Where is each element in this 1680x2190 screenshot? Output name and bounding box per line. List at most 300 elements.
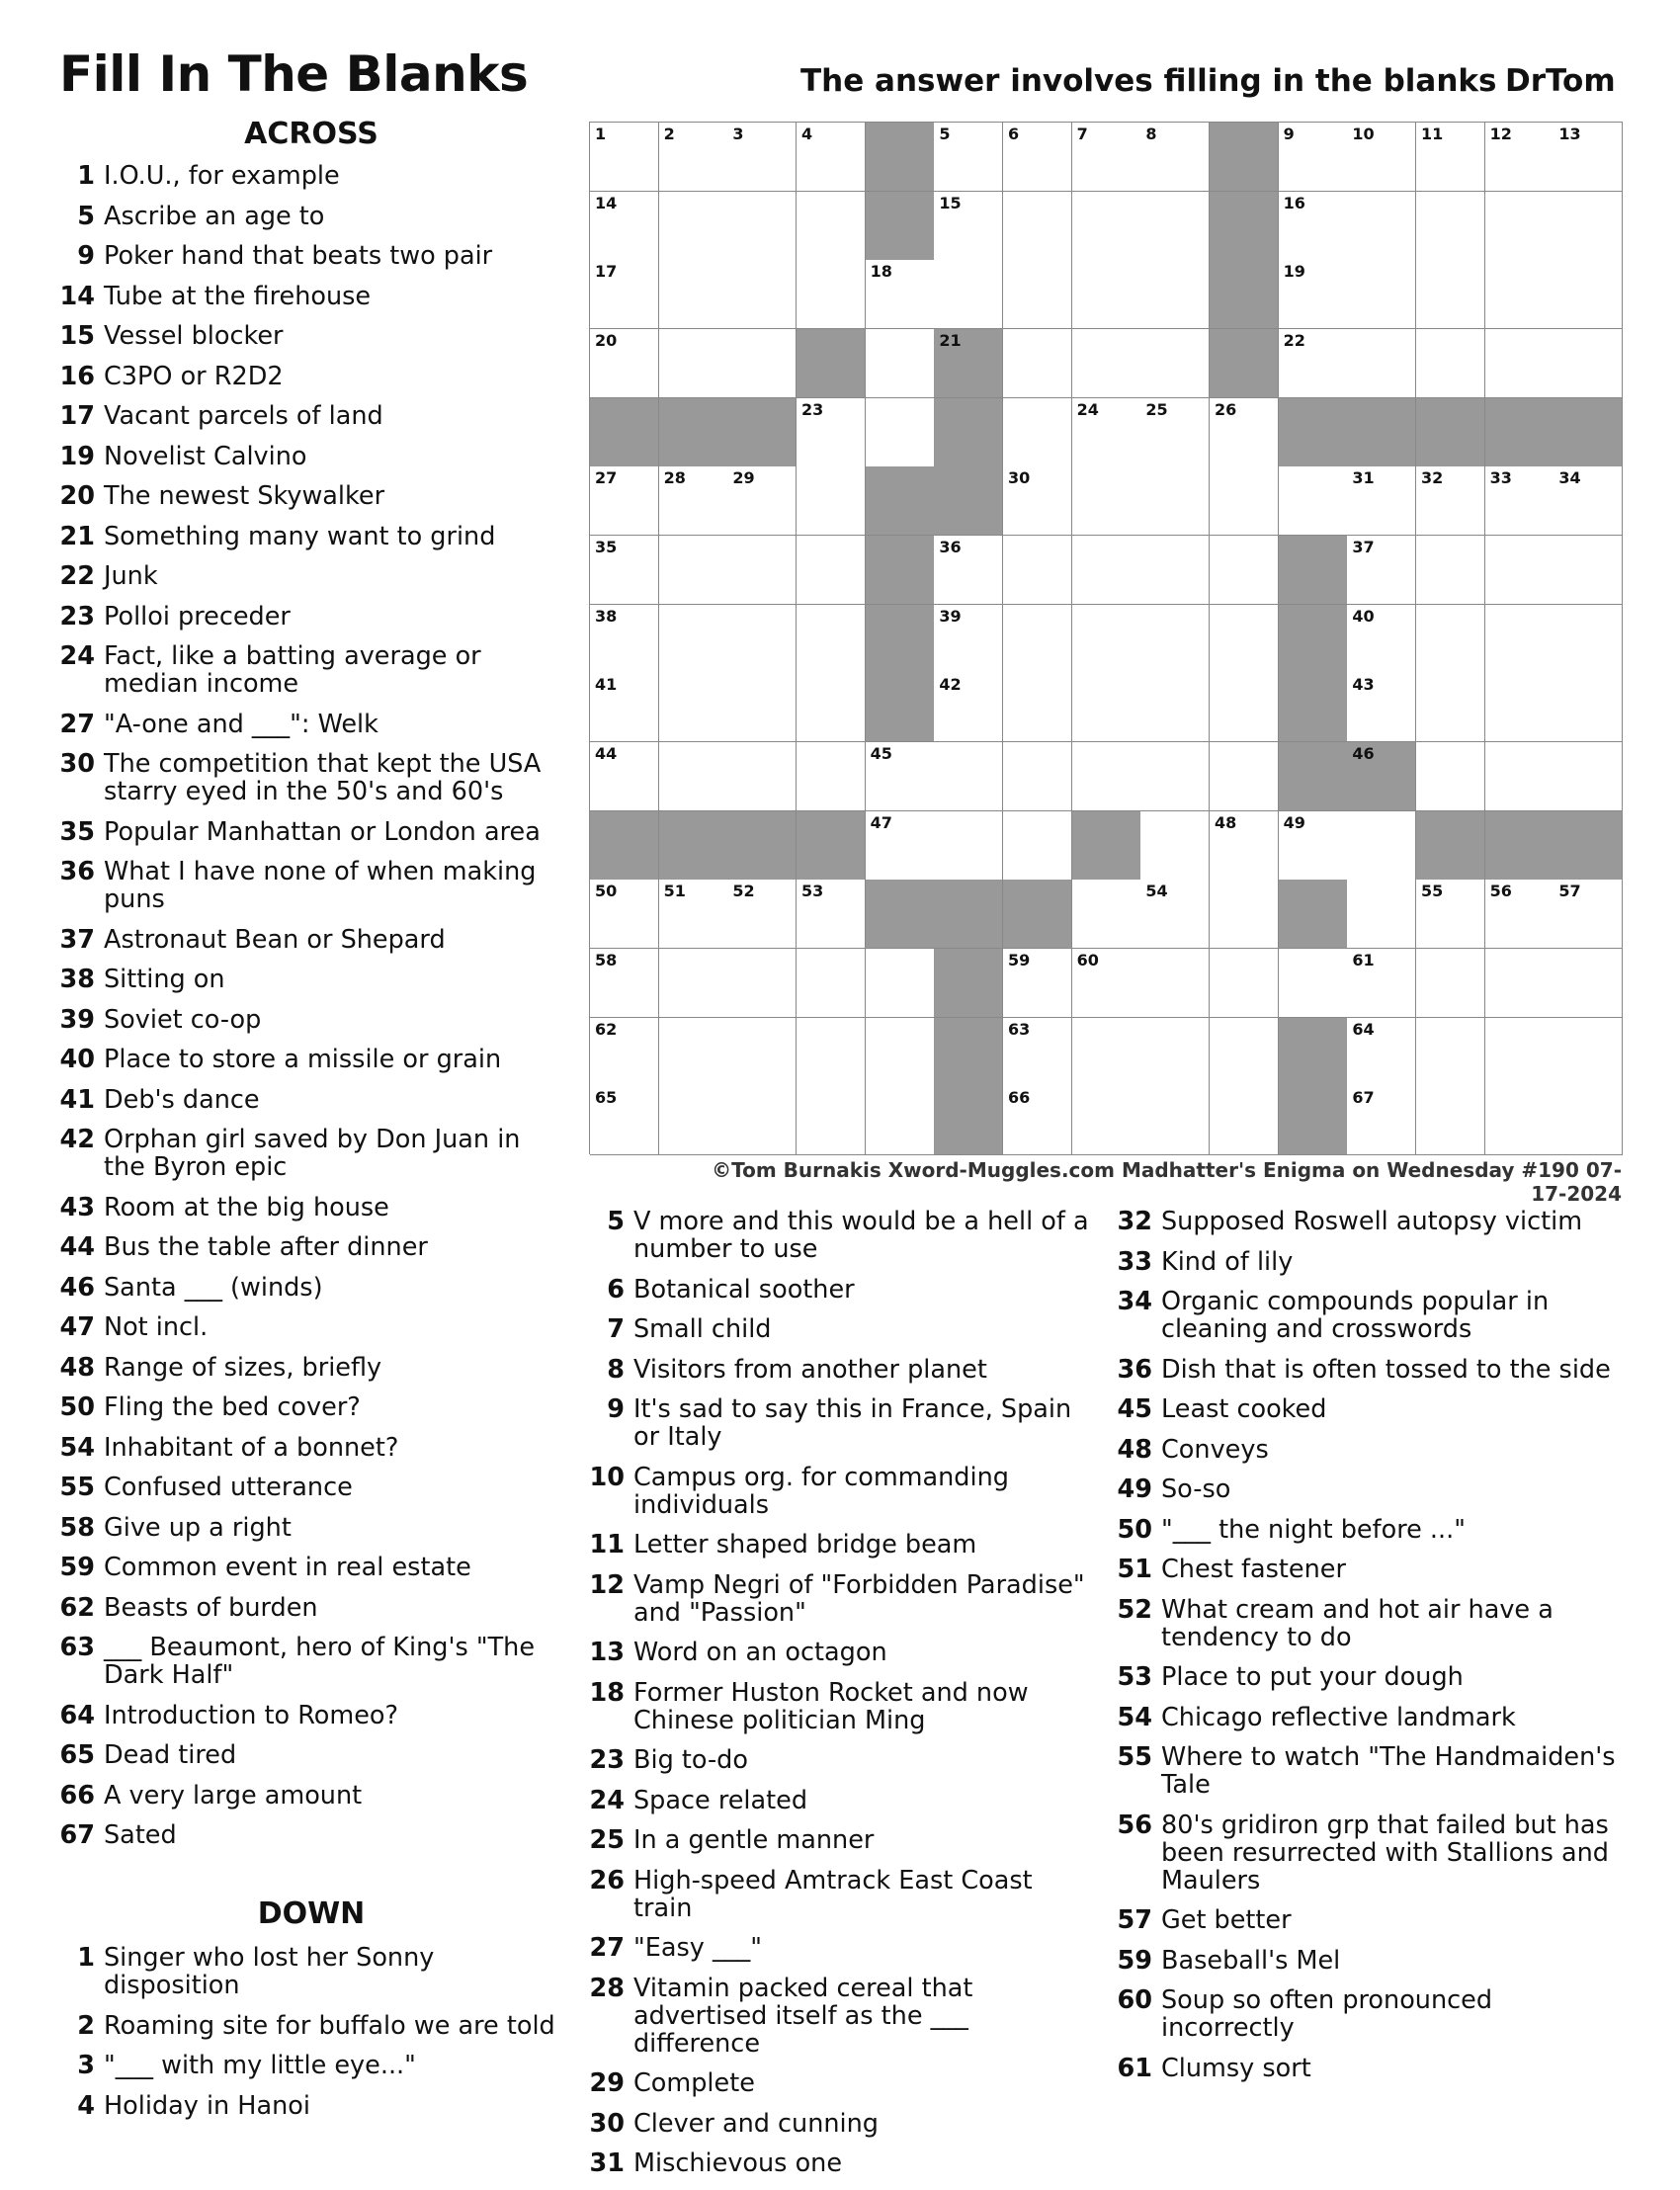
clue-text: Orphan girl saved by Don Juan in the Byron epic bbox=[104, 1125, 521, 1182]
grid-cell[interactable] bbox=[1072, 1086, 1141, 1155]
grid-cell[interactable] bbox=[1485, 466, 1554, 536]
grid-cell[interactable] bbox=[1210, 605, 1279, 674]
clue-text: Chest fastener bbox=[1161, 1555, 1346, 1584]
grid-cell[interactable] bbox=[1347, 605, 1416, 674]
clue-text: Not incl. bbox=[104, 1312, 209, 1342]
grid-cell[interactable] bbox=[797, 398, 866, 467]
grid-cell[interactable] bbox=[866, 398, 935, 467]
cell-number: 40 bbox=[1352, 606, 1375, 626]
grid-cell[interactable] bbox=[797, 673, 866, 742]
grid-cell[interactable] bbox=[797, 605, 866, 674]
grid-cell[interactable] bbox=[590, 605, 659, 674]
clue-item bbox=[1117, 1743, 1631, 1799]
grid-cell[interactable] bbox=[1485, 536, 1554, 605]
grid-cell[interactable] bbox=[1072, 466, 1141, 536]
grid-cell[interactable] bbox=[1003, 605, 1072, 674]
grid-cell[interactable] bbox=[1347, 1018, 1416, 1087]
cell-number: 30 bbox=[1008, 468, 1031, 488]
grid-cell[interactable] bbox=[1554, 123, 1623, 192]
across-clue-list bbox=[59, 162, 568, 1862]
grid-cell[interactable] bbox=[1210, 811, 1279, 881]
cell-number: 64 bbox=[1352, 1019, 1375, 1039]
grid-cell[interactable] bbox=[590, 192, 659, 261]
grid-cell[interactable] bbox=[1347, 466, 1416, 536]
grid-block-cell bbox=[934, 398, 1003, 467]
grid-cell[interactable] bbox=[1416, 1018, 1485, 1087]
grid-block-cell bbox=[727, 811, 797, 881]
grid-cell[interactable] bbox=[1279, 466, 1348, 536]
grid-cell[interactable] bbox=[1485, 1086, 1554, 1155]
grid-cell[interactable] bbox=[659, 605, 728, 674]
grid-cell[interactable] bbox=[934, 811, 1003, 881]
grid-cell[interactable] bbox=[1140, 1086, 1210, 1155]
grid-cell[interactable] bbox=[1416, 1086, 1485, 1155]
grid-cell[interactable] bbox=[1554, 880, 1623, 949]
clue-item bbox=[589, 1639, 1093, 1666]
grid-cell[interactable] bbox=[1072, 398, 1141, 467]
clue-item bbox=[59, 1046, 568, 1073]
clue-text: Botanical soother bbox=[633, 1274, 855, 1305]
clue-number: 65 bbox=[59, 1740, 95, 1770]
down-heading: DOWN bbox=[257, 1896, 366, 1931]
clue-number: 21 bbox=[59, 521, 95, 551]
grid-cell[interactable] bbox=[727, 673, 797, 742]
grid-cell[interactable] bbox=[797, 949, 866, 1018]
clue-number: 54 bbox=[1117, 1702, 1152, 1732]
grid-cell[interactable] bbox=[727, 260, 797, 329]
grid-cell[interactable] bbox=[866, 260, 935, 329]
grid-cell[interactable] bbox=[590, 329, 659, 398]
clue-text: Dish that is often tossed to the side bbox=[1161, 1354, 1611, 1385]
grid-cell[interactable] bbox=[1072, 329, 1141, 398]
grid-cell[interactable] bbox=[1554, 949, 1623, 1018]
grid-cell[interactable] bbox=[659, 260, 728, 329]
clue-text: Vessel blocker bbox=[104, 321, 284, 351]
grid-cell[interactable] bbox=[1485, 605, 1554, 674]
clue-number: 7 bbox=[607, 1314, 625, 1344]
grid-cell[interactable] bbox=[1140, 880, 1210, 949]
grid-cell[interactable] bbox=[1485, 123, 1554, 192]
grid-cell[interactable] bbox=[866, 949, 935, 1018]
cell-number: 51 bbox=[663, 882, 686, 901]
grid-cell[interactable] bbox=[1416, 466, 1485, 536]
clue-number: 43 bbox=[59, 1192, 95, 1222]
grid-cell[interactable] bbox=[1347, 880, 1416, 949]
grid-cell[interactable] bbox=[1140, 329, 1210, 398]
grid-block-cell bbox=[934, 880, 1003, 949]
grid-cell[interactable] bbox=[1416, 605, 1485, 674]
grid-cell[interactable] bbox=[590, 1018, 659, 1087]
grid-cell[interactable] bbox=[1279, 329, 1348, 398]
grid-cell[interactable] bbox=[1554, 260, 1623, 329]
grid-cell[interactable] bbox=[727, 1086, 797, 1155]
cell-number: 61 bbox=[1352, 951, 1375, 969]
grid-cell[interactable] bbox=[797, 1086, 866, 1155]
grid-cell[interactable] bbox=[1210, 949, 1279, 1018]
grid-cell[interactable] bbox=[934, 673, 1003, 742]
grid-cell[interactable] bbox=[659, 1086, 728, 1155]
cell-number: 59 bbox=[1008, 951, 1031, 969]
clue-number: 31 bbox=[589, 2148, 625, 2178]
clue-item bbox=[589, 1315, 1093, 1343]
grid-cell[interactable] bbox=[1140, 949, 1210, 1018]
grid-cell[interactable] bbox=[727, 536, 797, 605]
cell-number: 35 bbox=[595, 538, 618, 556]
clue-item bbox=[59, 1554, 568, 1581]
clue-item bbox=[59, 1393, 568, 1421]
grid-cell[interactable] bbox=[1072, 1018, 1141, 1087]
grid-cell[interactable] bbox=[1003, 1018, 1072, 1087]
clue-number: 52 bbox=[1117, 1594, 1152, 1625]
grid-cell[interactable] bbox=[1140, 605, 1210, 674]
grid-cell[interactable] bbox=[1140, 811, 1210, 881]
crossword-grid bbox=[589, 122, 1623, 1154]
grid-cell[interactable] bbox=[1072, 536, 1141, 605]
grid-cell[interactable] bbox=[1072, 742, 1141, 811]
clue-item bbox=[59, 1821, 568, 1849]
clue-text: Popular Manhattan or London area bbox=[104, 816, 541, 847]
grid-cell[interactable] bbox=[1485, 742, 1554, 811]
cell-number: 45 bbox=[870, 744, 892, 763]
clue-number: 40 bbox=[59, 1045, 95, 1074]
grid-cell[interactable] bbox=[797, 260, 866, 329]
clue-text: Place to put your dough bbox=[1161, 1662, 1464, 1692]
grid-cell[interactable] bbox=[1210, 880, 1279, 949]
grid-cell[interactable] bbox=[1485, 880, 1554, 949]
grid-block-cell bbox=[1279, 673, 1348, 742]
grid-cell[interactable] bbox=[1416, 949, 1485, 1018]
grid-cell[interactable] bbox=[1140, 260, 1210, 329]
grid-block-cell bbox=[1347, 742, 1416, 811]
grid-cell[interactable] bbox=[1279, 949, 1348, 1018]
clue-number: 29 bbox=[589, 2068, 625, 2098]
grid-cell[interactable] bbox=[1210, 742, 1279, 811]
cell-number: 31 bbox=[1352, 468, 1375, 488]
cell-number: 17 bbox=[595, 262, 618, 282]
grid-cell[interactable] bbox=[590, 880, 659, 949]
grid-cell[interactable] bbox=[1347, 949, 1416, 1018]
grid-cell[interactable] bbox=[1003, 398, 1072, 467]
grid-cell[interactable] bbox=[1003, 329, 1072, 398]
grid-cell[interactable] bbox=[1003, 673, 1072, 742]
grid-cell[interactable] bbox=[1554, 605, 1623, 674]
clue-text: Something many want to grind bbox=[104, 521, 496, 551]
grid-cell[interactable] bbox=[866, 1018, 935, 1087]
clue-item bbox=[59, 750, 568, 805]
clue-text: Ascribe an age to bbox=[104, 201, 325, 231]
grid-cell[interactable] bbox=[1554, 466, 1623, 536]
grid-cell[interactable] bbox=[1485, 329, 1554, 398]
grid-cell[interactable] bbox=[1416, 329, 1485, 398]
cell-number: 32 bbox=[1421, 468, 1444, 488]
cell-number: 67 bbox=[1352, 1088, 1375, 1108]
grid-cell[interactable] bbox=[1140, 398, 1210, 467]
grid-cell[interactable] bbox=[1485, 192, 1554, 261]
grid-cell[interactable] bbox=[934, 742, 1003, 811]
grid-cell[interactable] bbox=[1347, 536, 1416, 605]
clue-number: 3 bbox=[77, 2051, 95, 2080]
grid-cell[interactable] bbox=[1003, 742, 1072, 811]
grid-cell[interactable] bbox=[797, 466, 866, 536]
grid-cell[interactable] bbox=[590, 949, 659, 1018]
grid-cell[interactable] bbox=[1554, 742, 1623, 811]
grid-cell[interactable] bbox=[1347, 673, 1416, 742]
grid-cell[interactable] bbox=[1003, 260, 1072, 329]
clue-text: Sitting on bbox=[104, 965, 225, 994]
grid-block-cell bbox=[1279, 1086, 1348, 1155]
grid-cell[interactable] bbox=[1347, 811, 1416, 881]
cell-number: 10 bbox=[1352, 125, 1375, 143]
grid-cell[interactable] bbox=[866, 1086, 935, 1155]
grid-cell[interactable] bbox=[659, 880, 728, 949]
clue-item bbox=[1117, 1436, 1631, 1464]
grid-cell[interactable] bbox=[659, 949, 728, 1018]
grid-cell[interactable] bbox=[1210, 466, 1279, 536]
cell-number: 54 bbox=[1145, 882, 1168, 901]
grid-cell[interactable] bbox=[1416, 260, 1485, 329]
cell-number: 47 bbox=[870, 812, 892, 832]
grid-cell[interactable] bbox=[1003, 1086, 1072, 1155]
grid-cell[interactable] bbox=[1003, 536, 1072, 605]
grid-cell[interactable] bbox=[1279, 192, 1348, 261]
grid-cell[interactable] bbox=[1554, 1018, 1623, 1087]
clue-number: 59 bbox=[59, 1553, 95, 1582]
clue-number: 12 bbox=[589, 1569, 625, 1600]
grid-cell[interactable] bbox=[1003, 466, 1072, 536]
grid-cell[interactable] bbox=[727, 742, 797, 811]
clue-item bbox=[59, 642, 568, 698]
clue-number: 38 bbox=[59, 965, 95, 994]
grid-cell[interactable] bbox=[1210, 1018, 1279, 1087]
grid-cell[interactable] bbox=[1140, 1018, 1210, 1087]
cell-number: 63 bbox=[1008, 1019, 1031, 1039]
grid-cell[interactable] bbox=[590, 260, 659, 329]
grid-cell[interactable] bbox=[1003, 192, 1072, 261]
clue-item bbox=[59, 2052, 568, 2079]
cell-number: 5 bbox=[939, 125, 951, 143]
grid-cell[interactable] bbox=[1140, 123, 1210, 192]
clue-text: Polloi preceder bbox=[104, 601, 291, 632]
grid-cell[interactable] bbox=[934, 123, 1003, 192]
clue-number: 23 bbox=[59, 601, 95, 632]
grid-cell[interactable] bbox=[1279, 123, 1348, 192]
clue-text: Novelist Calvino bbox=[104, 441, 307, 471]
grid-cell[interactable] bbox=[1347, 123, 1416, 192]
cell-number: 6 bbox=[1008, 125, 1020, 143]
grid-cell[interactable] bbox=[1072, 673, 1141, 742]
clue-text: High-speed Amtrack East Coast train bbox=[633, 1865, 1033, 1923]
clue-number: 66 bbox=[59, 1780, 95, 1811]
clue-text: The competition that kept the USA starry eyed in the 50's and 60's bbox=[104, 749, 542, 806]
grid-block-cell bbox=[1279, 536, 1348, 605]
grid-cell[interactable] bbox=[1554, 536, 1623, 605]
clue-text: Astronaut Bean or Shepard bbox=[104, 924, 446, 955]
grid-cell[interactable] bbox=[727, 192, 797, 261]
cell-number: 66 bbox=[1008, 1088, 1031, 1108]
grid-block-cell bbox=[866, 880, 935, 949]
grid-cell[interactable] bbox=[1347, 1086, 1416, 1155]
grid-cell[interactable] bbox=[866, 811, 935, 881]
grid-cell[interactable] bbox=[934, 536, 1003, 605]
grid-cell[interactable] bbox=[1416, 123, 1485, 192]
grid-cell[interactable] bbox=[797, 742, 866, 811]
grid-block-cell bbox=[1210, 329, 1279, 398]
clue-number: 51 bbox=[1117, 1555, 1152, 1584]
grid-cell[interactable] bbox=[1416, 192, 1485, 261]
grid-cell[interactable] bbox=[1210, 536, 1279, 605]
cell-number: 14 bbox=[595, 193, 618, 212]
across-heading: ACROSS bbox=[244, 117, 378, 151]
grid-cell[interactable] bbox=[659, 123, 728, 192]
grid-cell[interactable] bbox=[1347, 192, 1416, 261]
cell-number: 50 bbox=[595, 882, 618, 901]
grid-cell[interactable] bbox=[797, 880, 866, 949]
clue-text: Vitamin packed cereal that advertised itself as the ___ difference bbox=[633, 1973, 973, 2059]
clue-text: Clever and cunning bbox=[633, 2108, 879, 2139]
grid-cell[interactable] bbox=[1140, 742, 1210, 811]
clue-item bbox=[589, 1787, 1093, 1814]
grid-cell[interactable] bbox=[659, 742, 728, 811]
grid-cell[interactable] bbox=[1485, 260, 1554, 329]
grid-cell[interactable] bbox=[659, 329, 728, 398]
grid-cell[interactable] bbox=[1072, 605, 1141, 674]
clue-item bbox=[1117, 1288, 1631, 1343]
grid-cell[interactable] bbox=[934, 260, 1003, 329]
clue-text: Complete bbox=[633, 2068, 755, 2098]
grid-cell[interactable] bbox=[1485, 949, 1554, 1018]
grid-cell[interactable] bbox=[727, 123, 797, 192]
grid-cell[interactable] bbox=[659, 673, 728, 742]
grid-cell[interactable] bbox=[1554, 192, 1623, 261]
grid-cell[interactable] bbox=[797, 123, 866, 192]
grid-cell[interactable] bbox=[1279, 260, 1348, 329]
clue-text: Get better bbox=[1161, 1905, 1292, 1935]
clue-number: 48 bbox=[59, 1352, 95, 1383]
grid-cell[interactable] bbox=[659, 1018, 728, 1087]
grid-block-cell bbox=[590, 811, 659, 881]
clue-text: "Easy ___" bbox=[633, 1933, 762, 1963]
grid-cell[interactable] bbox=[797, 1018, 866, 1087]
clue-text: Space related bbox=[633, 1785, 808, 1815]
clue-item bbox=[59, 818, 568, 846]
cell-number: 53 bbox=[801, 882, 824, 901]
grid-cell[interactable] bbox=[590, 123, 659, 192]
grid-cell[interactable] bbox=[866, 329, 935, 398]
clue-text: The newest Skywalker bbox=[104, 481, 385, 511]
clue-number: 9 bbox=[607, 1394, 625, 1424]
grid-cell[interactable] bbox=[934, 605, 1003, 674]
grid-cell[interactable] bbox=[590, 673, 659, 742]
grid-cell[interactable] bbox=[1554, 1086, 1623, 1155]
grid-block-cell bbox=[934, 329, 1003, 398]
grid-cell[interactable] bbox=[727, 880, 797, 949]
clue-text: Poker hand that beats two pair bbox=[104, 241, 493, 271]
clue-item bbox=[59, 283, 568, 310]
grid-cell[interactable] bbox=[659, 536, 728, 605]
clue-item bbox=[59, 603, 568, 631]
grid-cell[interactable] bbox=[1140, 466, 1210, 536]
grid-cell[interactable] bbox=[797, 192, 866, 261]
grid-cell[interactable] bbox=[1072, 949, 1141, 1018]
clue-text: C3PO or R2D2 bbox=[104, 361, 284, 391]
grid-cell[interactable] bbox=[1347, 260, 1416, 329]
grid-cell[interactable] bbox=[1416, 536, 1485, 605]
grid-cell[interactable] bbox=[1347, 329, 1416, 398]
grid-cell[interactable] bbox=[1072, 192, 1141, 261]
clue-text: Confused utterance bbox=[104, 1473, 353, 1502]
grid-cell[interactable] bbox=[590, 466, 659, 536]
clue-item bbox=[59, 1194, 568, 1221]
grid-cell[interactable] bbox=[1554, 329, 1623, 398]
grid-cell[interactable] bbox=[1072, 880, 1141, 949]
grid-cell[interactable] bbox=[727, 949, 797, 1018]
puzzle-subtitle: The answer involves filling in the blanks bbox=[800, 63, 1497, 99]
grid-cell[interactable] bbox=[1003, 123, 1072, 192]
clue-text: Deb's dance bbox=[104, 1084, 260, 1115]
grid-cell[interactable] bbox=[797, 536, 866, 605]
grid-cell[interactable] bbox=[1072, 260, 1141, 329]
grid-cell[interactable] bbox=[866, 742, 935, 811]
clue-number: 16 bbox=[59, 361, 95, 391]
grid-cell[interactable] bbox=[1485, 1018, 1554, 1087]
grid-block-cell bbox=[866, 123, 935, 192]
grid-cell[interactable] bbox=[1210, 1086, 1279, 1155]
grid-cell[interactable] bbox=[727, 1018, 797, 1087]
grid-cell[interactable] bbox=[1416, 742, 1485, 811]
grid-cell[interactable] bbox=[1485, 673, 1554, 742]
clue-item bbox=[59, 1434, 568, 1462]
grid-cell[interactable] bbox=[659, 192, 728, 261]
clue-number: 24 bbox=[589, 1785, 625, 1815]
grid-cell[interactable] bbox=[659, 466, 728, 536]
grid-cell[interactable] bbox=[934, 192, 1003, 261]
grid-cell[interactable] bbox=[1140, 192, 1210, 261]
grid-cell[interactable] bbox=[727, 466, 797, 536]
clue-number: 45 bbox=[1117, 1394, 1152, 1424]
grid-cell[interactable] bbox=[590, 742, 659, 811]
clue-text: Place to store a missile or grain bbox=[104, 1045, 502, 1074]
grid-cell[interactable] bbox=[1140, 673, 1210, 742]
grid-block-cell bbox=[1279, 398, 1348, 467]
grid-cell[interactable] bbox=[727, 605, 797, 674]
grid-cell[interactable] bbox=[1072, 123, 1141, 192]
clue-item bbox=[1117, 1986, 1631, 2042]
clue-text: Inhabitant of a bonnet? bbox=[104, 1432, 399, 1463]
grid-cell[interactable] bbox=[1003, 949, 1072, 1018]
grid-cell[interactable] bbox=[1210, 673, 1279, 742]
clue-text: Vacant parcels of land bbox=[104, 401, 383, 431]
cell-number: 24 bbox=[1076, 399, 1099, 419]
grid-cell[interactable] bbox=[1210, 398, 1279, 467]
grid-cell[interactable] bbox=[1140, 536, 1210, 605]
grid-block-cell bbox=[590, 398, 659, 467]
grid-block-cell bbox=[934, 949, 1003, 1018]
grid-cell[interactable] bbox=[590, 1086, 659, 1155]
grid-cell[interactable] bbox=[1279, 811, 1348, 881]
clue-item bbox=[59, 363, 568, 390]
cell-number: 1 bbox=[595, 125, 607, 143]
grid-cell[interactable] bbox=[590, 536, 659, 605]
cell-number: 41 bbox=[595, 675, 618, 695]
clue-number: 5 bbox=[607, 1207, 625, 1236]
clue-item bbox=[59, 711, 568, 738]
grid-cell[interactable] bbox=[1416, 880, 1485, 949]
clue-text: Common event in real estate bbox=[104, 1553, 471, 1582]
grid-cell[interactable] bbox=[1416, 673, 1485, 742]
grid-cell[interactable] bbox=[727, 329, 797, 398]
grid-cell[interactable] bbox=[1554, 673, 1623, 742]
grid-cell[interactable] bbox=[1003, 811, 1072, 881]
